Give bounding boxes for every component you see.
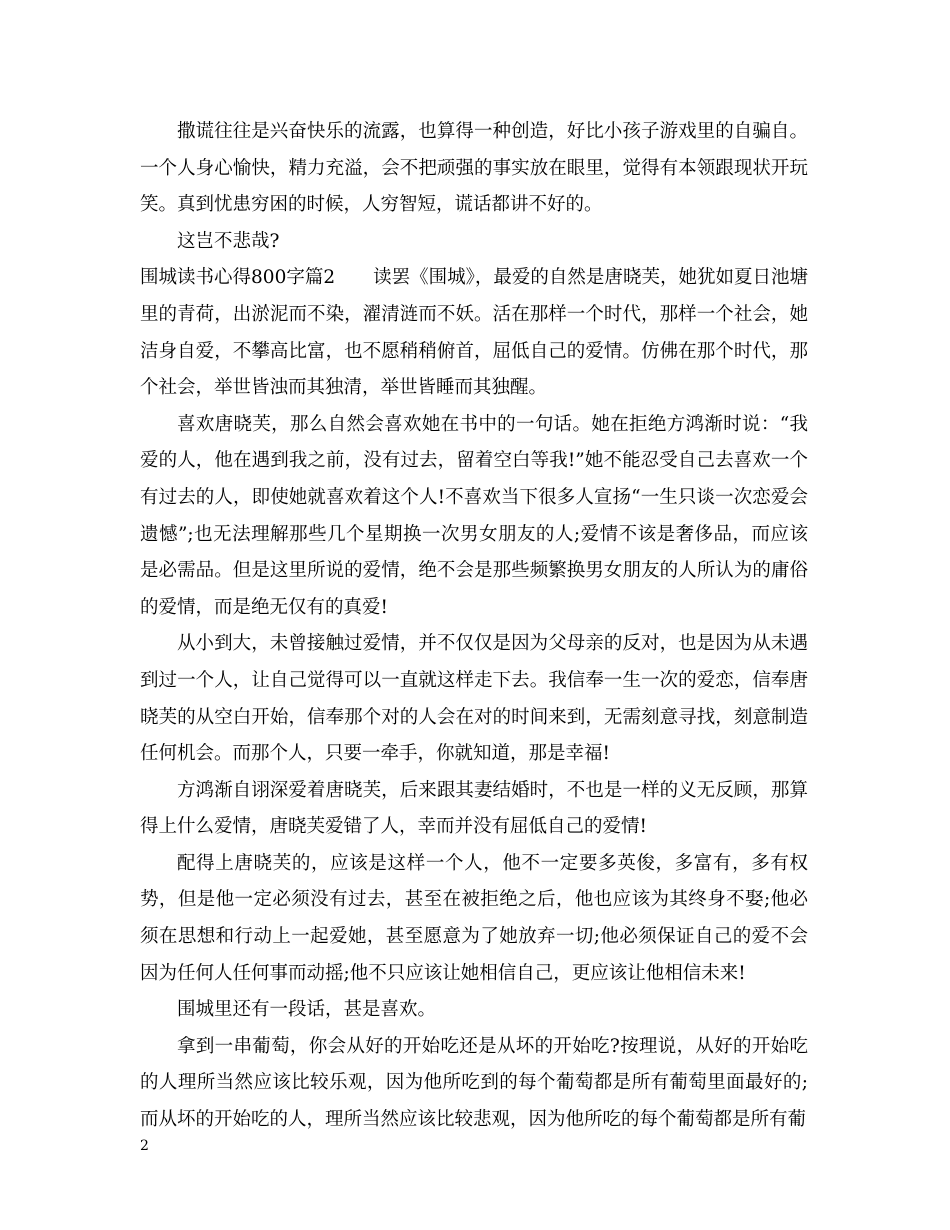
paragraph: 方鸿渐自诩深爱着唐晓芙，后来跟其妻结婚时，不也是一样的义无反顾，那算得上什么爱情，唐晓芙爱错了人，幸而并没有屈低自己的爱情! [140,779,808,838]
page-number: 2 [140,1138,149,1154]
paragraph: 撒谎往往是兴奋快乐的流露，也算得一种创造，好比小孩子游戏里的自骗自。一个人身心愉快，精力充溢，会不把顽强的事实放在眼里，觉得有本领跟现状开玩笑。真到忧患穷困的时候，人穷智短，谎话都讲不好的。 [140,121,808,216]
paragraph-text: 读罢《围城》，最爱的自然是唐晓芙，她犹如夏日池塘里的青荷，出淤泥而不染，濯清涟而不妖。活在那样一个时代，那样一个社会，她洁身自爱，不攀高比富，也不愿稍稍俯首，屈低自己的爱情。仿佛在那个时代，那个社会，举世皆浊而其独清，举世皆睡而其独醒。 [140,267,808,399]
paragraph: 围城里还有一段话，甚是喜欢。 [177,999,437,1021]
body-text [140,114,808,1139]
paragraph: 从小到大，未曾接触过爱情，并不仅仅是因为父母亲的反对，也是因为从未遇到过一个人，让自己觉得可以一直就这样走下去。我信奉一生一次的爱恋，信奉唐晓芙的从空白开始，信奉那个对的人会在对的时间来到，无需刻意寻找，刻意制造任何机会。而那个人，只要一牵手，你就知道，那是幸福! [140,633,808,765]
paragraph: 这岂不悲哉? [177,230,280,252]
section-heading: 围城读书心得800字篇2 [140,267,336,289]
paragraph: 喜欢唐晓芙，那么自然会喜欢她在书中的一句话。她在拒绝方鸿渐时说：“我爱的人，他在遇到我之前，没有过去，留着空白等我!”她不能忍受自己去喜欢一个有过去的人，即使她就喜欢着这个人!不喜欢当下很多人宣扬“一生只谈一次恋爱会遗憾”;也无法理解那些几个星期换一次男女朋友的人;爱情不该是奢侈品，而应该是必需品。但是这里所说的爱情，绝不会是那些频繁换男女朋友的人所认为的庸俗的爱情，而是绝无仅有的真爱! [140,413,808,618]
paragraph: 配得上唐晓芙的，应该是这样一个人，他不一定要多英俊，多富有，多有权势，但是他一定必须没有过去，甚至在被拒绝之后，他也应该为其终身不娶;他必须在思想和行动上一起爱她，甚至愿意为了她放弃一切;他必须保证自己的爱不会因为任何人任何事而动摇;他不只应该让她相信自己，更应该让他相信未来! [140,852,808,984]
paragraph: 拿到一串葡萄，你会从好的开始吃还是从坏的开始吃?按理说，从好的开始吃的人理所当然应该比较乐观，因为他所吃到的每个葡萄都是所有葡萄里面最好的;而从坏的开始吃的人，理所当然应该比较悲观，因为他所吃的每个葡萄都是所有葡 [140,1035,808,1131]
paragraph-with-heading [140,260,808,406]
